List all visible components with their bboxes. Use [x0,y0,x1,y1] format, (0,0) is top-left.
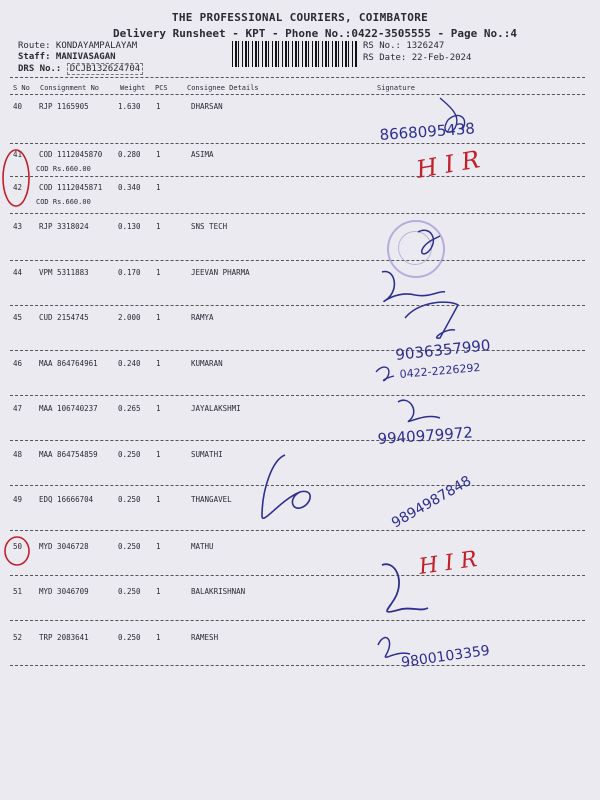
row-consignee: MATHU [191,542,214,551]
handwritten-hir-41: H I R [414,145,482,184]
row-pcs: 1 [156,404,161,413]
row-consignment: RJP 1165905 [39,102,89,111]
runsheet-title: Delivery Runsheet - KPT - Phone No.:0422-3505555 - Page No.:4 [113,27,517,40]
row-pcs: 1 [156,450,161,459]
row-consignee: RAMYA [191,313,214,322]
row-pcs: 1 [156,359,161,368]
row-weight: 0.250 [118,542,141,551]
row-consignment: COD 1112045870 [39,150,103,159]
row-pcs: 1 [156,102,161,111]
row-sno: 52 [13,633,23,642]
col-sno: S No [13,84,30,92]
col-weight: Weight [120,84,146,92]
row-weight: 0.265 [118,404,141,413]
drs-label: DRS No.: [18,64,62,74]
row-sno: 44 [13,268,23,277]
row-consignment: RJP 3318024 [39,222,89,231]
row-weight: 1.630 [118,102,141,111]
row-cod-amount: COD Rs.660.00 [36,165,91,173]
signature-scribble [262,455,310,518]
route-label: Route: KONDAYAMPALAYAM [18,41,138,51]
col-consignment: Consignment No [40,84,100,92]
row-sno: 49 [13,495,23,504]
row-weight: 0.240 [118,359,141,368]
row-pcs: 1 [156,183,161,192]
row-consignment: MYD 3046709 [39,587,89,596]
row-consignment: MAA 864764961 [39,359,98,368]
row-sno: 45 [13,313,23,322]
red-circle-mark [3,150,29,206]
row-consignee: DHARSAN [191,102,223,111]
row-sno: 46 [13,359,23,368]
staff-label: Staff: MANIVASAGAN [18,52,116,62]
row-pcs: 1 [156,222,161,231]
rs-number: RS No.: 1326247 [363,41,445,51]
signature-scribble [382,272,445,302]
row-consignee: ASIMA [191,150,214,159]
row-pcs: 1 [156,150,161,159]
row-consignee: RAMESH [191,633,219,642]
row-consignment: MAA 864754859 [39,450,98,459]
row-sno: 40 [13,102,23,111]
col-consignee: Consignee Details [187,84,259,92]
handwritten-phone-47: 9940979972 [377,423,474,448]
row-weight: 0.250 [118,633,141,642]
drs-value: DCJB132624704 [67,63,143,75]
row-consignee: BALAKRISHNAN [191,587,246,596]
signature-scribble [418,230,440,254]
signature-scribble [398,400,440,421]
row-pcs: 1 [156,495,161,504]
row-consignee: JEEVAN PHARMA [191,268,250,277]
signature-scribble [405,302,458,338]
row-consignment: TRP 2083641 [39,633,89,642]
row-pcs: 1 [156,542,161,551]
col-signature: Signature [377,84,415,92]
row-consignee: THANGAVEL [191,495,232,504]
row-weight: 0.170 [118,268,141,277]
row-pcs: 1 [156,633,161,642]
red-circle-mark [5,537,29,565]
row-consignment: EDQ 16666704 [39,495,94,504]
row-weight: 2.000 [118,313,141,322]
row-sno: 48 [13,450,23,459]
row-consignment: COD 1112045871 [39,183,103,192]
handwritten-phone-40: 8668095438 [379,119,476,144]
row-sno: 42 [13,183,23,192]
row-sno: 41 [13,150,23,159]
row-pcs: 1 [156,313,161,322]
row-consignment: MYD 3046728 [39,542,89,551]
handwritten-phone-52: 9800103359 [400,642,491,671]
row-weight: 0.280 [118,150,141,159]
row-consignee: SUMATHI [191,450,223,459]
row-pcs: 1 [156,268,161,277]
row-consignee: JAYALAKSHMI [191,404,241,413]
handwritten-phone-45: 9036357990 [394,336,492,364]
row-consignment: CUD 2154745 [39,313,89,322]
row-weight: 0.340 [118,183,141,192]
handwritten-phone-48: 9894987848 [389,473,475,532]
row-cod-amount: COD Rs.660.00 [36,198,91,206]
rs-date: RS Date: 22-Feb-2024 [363,53,472,63]
row-consignee: SNS TECH [191,222,228,231]
handwritten-hir-50: H I R [417,547,479,580]
row-pcs: 1 [156,587,161,596]
row-sno: 50 [13,542,23,551]
handwritten-phone-46: 0422-2226292 [399,360,481,381]
row-weight: 0.250 [118,587,141,596]
row-weight: 0.250 [118,450,141,459]
company-title: THE PROFESSIONAL COURIERS, COIMBATORE [171,11,429,24]
row-consignee: KUMARAN [191,359,223,368]
row-consignment: MAA 106740237 [39,404,98,413]
row-weight: 0.250 [118,495,141,504]
row-sno: 51 [13,587,23,596]
col-pcs: PCS [155,84,168,92]
row-sno: 43 [13,222,23,231]
row-weight: 0.130 [118,222,141,231]
row-consignment: VPM 5311883 [39,268,89,277]
row-sno: 47 [13,404,23,413]
signature-scribble [376,367,394,381]
